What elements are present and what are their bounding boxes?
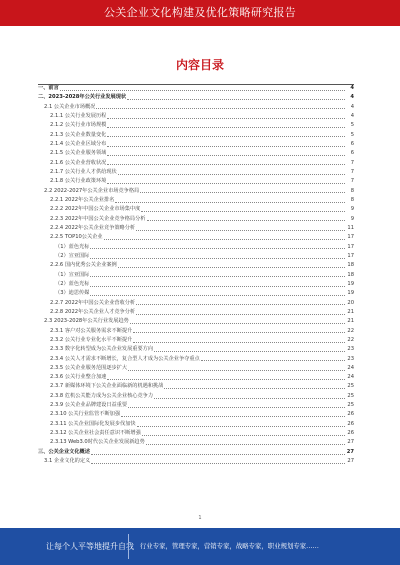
toc-entry-label: 2.1.6 公关企业营收状况 bbox=[50, 159, 107, 166]
toc-entry-page: 7 bbox=[350, 178, 354, 185]
toc-entry-label: 2.2.8 2022年公关企业人才竞争分析 bbox=[50, 308, 136, 315]
toc-entry-label: 3.1 企业文化的定义 bbox=[44, 458, 91, 465]
toc-entry[interactable] bbox=[38, 168, 354, 177]
toc-entry[interactable] bbox=[38, 327, 354, 336]
toc-entry-page: 17 bbox=[347, 234, 354, 241]
toc-entry-page: 26 bbox=[347, 411, 354, 418]
toc-entry-label: 2.3.4 公关人才需求不断增长，复合型人才成为公关企业争夺重点 bbox=[50, 355, 200, 362]
toc-entry-label: 2.3.6 公关行业整合加速 bbox=[50, 374, 107, 381]
toc-heading: 内容目录 bbox=[175, 58, 224, 72]
toc-entry[interactable] bbox=[38, 84, 354, 93]
toc-entry[interactable] bbox=[38, 420, 354, 429]
toc-entry-page: 18 bbox=[347, 262, 354, 269]
toc-leader-dots bbox=[118, 174, 345, 175]
toc-entry-page: 26 bbox=[347, 430, 354, 437]
toc-leader-dots bbox=[140, 192, 345, 193]
toc-leader-dots bbox=[136, 314, 345, 315]
toc-leader-dots bbox=[107, 127, 345, 128]
toc-entry-page: 24 bbox=[347, 364, 354, 371]
toc-entry-label: 2.1 公关企业市场概况 bbox=[44, 103, 96, 110]
page-number: 1 bbox=[198, 515, 202, 521]
toc-entry-page: 25 bbox=[347, 402, 354, 409]
toc-entry[interactable] bbox=[38, 149, 354, 158]
toc-entry[interactable] bbox=[38, 355, 354, 364]
toc-entry[interactable] bbox=[38, 383, 354, 392]
toc-entry[interactable] bbox=[38, 289, 354, 298]
toc-entry-label: 一、前言 bbox=[38, 84, 59, 91]
toc-entry-page: 11 bbox=[347, 224, 354, 231]
toc-leader-dots bbox=[118, 267, 345, 268]
toc-entry-label: 2.3.10 公关行业监管不断加强 bbox=[50, 411, 121, 418]
toc-leader-dots bbox=[201, 360, 345, 361]
toc-leader-dots bbox=[90, 258, 345, 259]
toc-leader-dots bbox=[107, 379, 345, 380]
toc-entry-page: 20 bbox=[347, 299, 354, 306]
toc-entry-label: （1）蓝色光标 bbox=[55, 243, 90, 250]
toc-entry-page: 4 bbox=[350, 103, 354, 110]
toc-entry[interactable] bbox=[38, 261, 354, 270]
toc-entry[interactable] bbox=[38, 159, 354, 168]
toc-entry-page: 19 bbox=[347, 290, 354, 297]
toc-entry-label: 2.3.11 公关企业国际化发展步伐加快 bbox=[50, 420, 136, 427]
toc-leader-dots bbox=[121, 416, 345, 417]
toc-entry-label: 2.3.13 Web3.0时代公关企业发展新趋势 bbox=[50, 439, 145, 446]
toc-entry-page: 27 bbox=[346, 448, 354, 455]
toc-entry-label: 2.1.7 公关行业人才供给现状 bbox=[50, 168, 117, 175]
toc-entry[interactable] bbox=[38, 364, 354, 373]
toc-entry-label: 2.2.3 2022年中国公关企业竞争格局分析 bbox=[50, 215, 146, 222]
toc-leader-dots bbox=[137, 426, 345, 427]
toc-entry-label: 2.1.8 公关行业政策环境 bbox=[50, 178, 107, 185]
toc-entry[interactable] bbox=[38, 112, 354, 121]
toc-entry[interactable] bbox=[38, 140, 354, 149]
toc-entry-label: 2.3.3 数字化转型成为公关企业发展重要方向 bbox=[50, 346, 154, 353]
toc-leader-dots bbox=[133, 342, 345, 343]
toc-entry-page: 21 bbox=[347, 308, 354, 315]
toc-leader-dots bbox=[146, 444, 345, 445]
toc-entry[interactable] bbox=[38, 280, 354, 289]
toc-entry-label: （1）宣亚国际 bbox=[55, 271, 90, 278]
toc-entry-page: 26 bbox=[347, 420, 354, 427]
toc-entry[interactable] bbox=[38, 233, 354, 242]
toc-leader-dots bbox=[141, 211, 345, 212]
toc-entry-page: 23 bbox=[347, 355, 354, 362]
toc-entry-label: 2.2.7 2022年中国公关企业营收分析 bbox=[50, 299, 136, 306]
toc-entry-page: 9 bbox=[350, 206, 354, 213]
toc-leader-dots bbox=[154, 398, 345, 399]
toc-leader-dots bbox=[91, 463, 345, 464]
toc-entry[interactable] bbox=[38, 271, 354, 280]
toc-entry-label: 2.3.5 公关企业服务范围逐步扩大 bbox=[50, 364, 128, 371]
toc-leader-dots bbox=[96, 108, 345, 109]
toc-entry[interactable] bbox=[38, 252, 354, 261]
toc-leader-dots bbox=[91, 454, 345, 455]
toc-leader-dots bbox=[128, 407, 345, 408]
toc-entry-label: 2.3.12 公关企业社会责任意识不断增强 bbox=[50, 430, 141, 437]
toc-entry-page: 5 bbox=[350, 122, 354, 129]
toc-leader-dots bbox=[107, 183, 345, 184]
toc-entry-page: 24 bbox=[347, 374, 354, 381]
toc-entry-label: 2.2.2 2022年中国公关企业市场集中度 bbox=[50, 206, 141, 213]
toc-leader-dots bbox=[136, 304, 345, 305]
toc-entry-label: （2）蓝色光标 bbox=[55, 280, 90, 287]
toc-leader-dots bbox=[142, 435, 345, 436]
toc-entry-label: （3）迪思传媒 bbox=[55, 290, 90, 297]
toc-entry-label: 2.3.7 新媒体环境下公关企业面临新的机遇和挑战 bbox=[50, 383, 164, 390]
toc-entry[interactable] bbox=[38, 308, 354, 317]
toc-entry-page: 23 bbox=[347, 346, 354, 353]
footer-slogan: 让每个人平等地提升自我 bbox=[46, 542, 134, 551]
toc-entry-label: 2.2 2022-2027年公关企业市场竞争格局 bbox=[44, 187, 140, 194]
toc-entry-page: 17 bbox=[347, 243, 354, 250]
toc-entry[interactable] bbox=[38, 401, 354, 410]
toc-entry[interactable] bbox=[38, 196, 354, 205]
toc-entry[interactable] bbox=[38, 103, 354, 112]
toc-entry-page: 21 bbox=[347, 318, 354, 325]
report-title: 公关企业文化构建及优化策略研究报告 bbox=[103, 6, 297, 19]
toc-entry[interactable] bbox=[38, 121, 354, 130]
toc-entry-label: 二、2023-2028年公关行业发展现状 bbox=[38, 94, 127, 101]
toc-leader-dots bbox=[60, 90, 345, 91]
toc-entry[interactable] bbox=[38, 187, 354, 196]
toc-leader-dots bbox=[133, 332, 345, 333]
toc-entry[interactable] bbox=[38, 392, 354, 401]
toc-entry[interactable] bbox=[38, 243, 354, 252]
toc-entry[interactable] bbox=[38, 429, 354, 438]
toc-entry[interactable] bbox=[38, 336, 354, 345]
toc-leader-dots bbox=[104, 239, 345, 240]
toc-leader-dots bbox=[127, 99, 345, 100]
toc-leader-dots bbox=[90, 286, 345, 287]
toc-entry-page: 19 bbox=[347, 280, 354, 287]
toc-leader-dots bbox=[107, 164, 345, 165]
toc-entry-label: 2.3.2 公关行业专业化水平不断提升 bbox=[50, 336, 133, 343]
toc-entry[interactable] bbox=[38, 438, 354, 447]
toc-entry-page: 17 bbox=[347, 252, 354, 259]
footer-tags: 行业专家，管理专家，营销专家，战略专家，职业规划专家…… bbox=[140, 542, 319, 550]
toc-entry[interactable] bbox=[38, 373, 354, 382]
toc-leader-dots bbox=[115, 202, 345, 203]
toc-leader-dots bbox=[164, 388, 345, 389]
toc-entry-page: 22 bbox=[347, 336, 354, 343]
toc-entry[interactable] bbox=[38, 131, 354, 140]
toc-entry-label: 2.2.1 2022年公关企业排名 bbox=[50, 196, 115, 203]
toc-entry-page: 8 bbox=[350, 187, 354, 194]
toc-leader-dots bbox=[107, 155, 345, 156]
toc-entry-label: 2.1.3 公关企业数量变化 bbox=[50, 131, 107, 138]
toc-entry-page: 6 bbox=[350, 150, 354, 157]
table-of-contents bbox=[38, 84, 354, 466]
toc-entry[interactable] bbox=[38, 93, 354, 102]
toc-entry-label: 2.2.6 国内优秀公关企业案例 bbox=[50, 262, 117, 269]
toc-entry[interactable] bbox=[38, 448, 354, 457]
toc-entry-label: 2.1.5 公关企业服务领域 bbox=[50, 150, 107, 157]
toc-entry-page: 4 bbox=[350, 94, 354, 101]
toc-entry-page: 27 bbox=[347, 439, 354, 446]
toc-entry-label: （2）宣亚国际 bbox=[55, 252, 90, 259]
toc-leader-dots bbox=[107, 118, 345, 119]
toc-entry[interactable] bbox=[38, 215, 354, 224]
toc-entry-page: 8 bbox=[350, 196, 354, 203]
toc-entry[interactable] bbox=[38, 224, 354, 233]
toc-entry-page: 7 bbox=[350, 159, 354, 166]
toc-entry-page: 7 bbox=[350, 168, 354, 175]
toc-entry-label: 2.2.4 2022年公关企业竞争策略分析 bbox=[50, 224, 136, 231]
footer-divider bbox=[128, 534, 129, 559]
toc-leader-dots bbox=[147, 220, 346, 221]
toc-entry-label: 2.3 2023-2028年公关行业发展趋势 bbox=[44, 318, 129, 325]
toc-leader-dots bbox=[154, 351, 345, 352]
report-header-bar bbox=[0, 0, 400, 26]
toc-entry-page: 6 bbox=[350, 140, 354, 147]
toc-leader-dots bbox=[128, 370, 345, 371]
toc-entry-label: 2.1.2 公关行业市场规模 bbox=[50, 122, 107, 129]
toc-entry-page: 25 bbox=[347, 383, 354, 390]
toc-entry-page: 4 bbox=[350, 84, 354, 91]
toc-entry[interactable] bbox=[38, 410, 354, 419]
footer-banner bbox=[0, 528, 400, 565]
toc-leader-dots bbox=[130, 323, 345, 324]
toc-leader-dots bbox=[107, 146, 345, 147]
toc-entry-label: 2.1.4 公关企业区域分布 bbox=[50, 140, 107, 147]
toc-entry-page: 9 bbox=[350, 215, 354, 222]
toc-entry-page: 25 bbox=[347, 392, 354, 399]
toc-entry-label: 2.3.1 客户对公关服务需求不断提升 bbox=[50, 327, 133, 334]
toc-entry[interactable] bbox=[38, 345, 354, 354]
toc-entry-page: 5 bbox=[350, 131, 354, 138]
toc-leader-dots bbox=[90, 295, 345, 296]
toc-entry-label: 2.2.5 TOP10公关企业 bbox=[50, 234, 103, 241]
toc-entry-label: 2.1.1 公关行业发展历程 bbox=[50, 112, 107, 119]
toc-entry[interactable] bbox=[38, 299, 354, 308]
toc-entry-label: 2.3.8 危机公关能力成为公关企业核心竞争力 bbox=[50, 392, 154, 399]
toc-entry[interactable] bbox=[38, 317, 354, 326]
toc-entry-page: 4 bbox=[350, 112, 354, 119]
toc-entry-label: 三、公关企业文化概述 bbox=[38, 448, 90, 455]
toc-entry-page: 22 bbox=[347, 327, 354, 334]
toc-entry-label: 2.3.9 公关企业品牌建设日益重要 bbox=[50, 402, 128, 409]
toc-entry-page: 18 bbox=[347, 271, 354, 278]
toc-leader-dots bbox=[90, 276, 345, 277]
toc-entry[interactable] bbox=[38, 457, 354, 466]
toc-entry[interactable] bbox=[38, 177, 354, 186]
toc-leader-dots bbox=[90, 248, 345, 249]
toc-entry-page: 27 bbox=[347, 458, 354, 465]
toc-entry[interactable] bbox=[38, 205, 354, 214]
toc-leader-dots bbox=[136, 230, 345, 231]
toc-leader-dots bbox=[107, 136, 345, 137]
